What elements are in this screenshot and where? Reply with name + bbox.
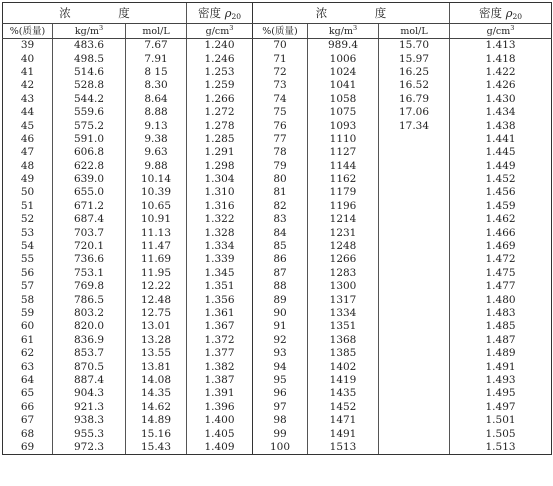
right-cell-moll: 17.34 [379,119,450,132]
left-cell-kgm3: 703.7 [53,226,126,239]
left-cell-kgm3: 559.6 [53,106,126,119]
left-cell-pct: 53 [3,226,53,239]
left-cell-moll: 9.63 [126,146,187,159]
left-cell-kgm3: 853.7 [53,347,126,360]
left-cell-pct: 47 [3,146,53,159]
header-kgm3-left: $kg/m^3$ [53,24,126,39]
right-cell-kgm3: 1452 [308,401,379,414]
left-cell-gcm3: 1.356 [187,293,253,306]
right-cell-gcm3: 1.456 [450,186,552,199]
left-cell-gcm3: 1.328 [187,226,253,239]
right-cell-pct: 92 [253,334,308,347]
table-row [3,200,552,213]
table-row [3,320,552,333]
right-cell-kgm3: 1196 [308,200,379,213]
left-cell-kgm3: 544.2 [53,93,126,106]
right-cell-kgm3: 1402 [308,360,379,373]
left-cell-kgm3: 655.0 [53,186,126,199]
right-cell-pct: 88 [253,280,308,293]
table-row [3,52,552,65]
left-cell-moll: 9.88 [126,160,187,173]
right-cell-moll [379,146,450,159]
right-cell-gcm3: 1.434 [450,106,552,119]
left-cell-pct: 45 [3,119,53,132]
right-cell-kgm3: 1110 [308,133,379,146]
left-cell-kgm3: 938.3 [53,414,126,427]
table-row [3,146,552,159]
header-pct-left: %(质量) [3,24,53,39]
right-cell-gcm3: 1.462 [450,213,552,226]
right-cell-pct: 71 [253,52,308,65]
right-cell-kgm3: 1283 [308,267,379,280]
right-cell-pct: 80 [253,173,308,186]
right-cell-gcm3: 1.469 [450,240,552,253]
left-cell-moll: 13.55 [126,347,187,360]
right-cell-kgm3: 1144 [308,160,379,173]
left-cell-pct: 48 [3,160,53,173]
right-cell-kgm3: 1231 [308,226,379,239]
header-moll-right: mol/L [379,24,450,39]
left-cell-moll: 10.39 [126,186,187,199]
left-cell-gcm3: 1.400 [187,414,253,427]
right-cell-pct: 95 [253,374,308,387]
right-cell-moll [379,240,450,253]
table-row [3,307,552,320]
left-cell-gcm3: 1.361 [187,307,253,320]
left-cell-kgm3: 803.2 [53,307,126,320]
header-gcm3-right: $g/cm^3$ [450,24,552,39]
left-cell-pct: 60 [3,320,53,333]
table-row [3,293,552,306]
right-cell-gcm3: 1.489 [450,347,552,360]
right-cell-moll: 15.70 [379,39,450,53]
right-cell-pct: 83 [253,213,308,226]
left-cell-gcm3: 1.266 [187,93,253,106]
right-cell-kgm3: 1075 [308,106,379,119]
left-cell-kgm3: 904.3 [53,387,126,400]
left-cell-kgm3: 786.5 [53,293,126,306]
right-cell-moll [379,334,450,347]
left-cell-moll: 13.81 [126,360,187,373]
right-cell-kgm3: 1024 [308,66,379,79]
right-cell-pct: 98 [253,414,308,427]
right-cell-gcm3: 1.485 [450,320,552,333]
right-cell-pct: 84 [253,226,308,239]
right-cell-pct: 94 [253,360,308,373]
right-cell-moll [379,213,450,226]
left-cell-gcm3: 1.405 [187,427,253,440]
left-cell-kgm3: 870.5 [53,360,126,373]
left-cell-gcm3: 1.316 [187,200,253,213]
left-cell-gcm3: 1.322 [187,213,253,226]
left-cell-gcm3: 1.304 [187,173,253,186]
left-cell-gcm3: 1.409 [187,441,253,455]
left-cell-moll: 14.08 [126,374,187,387]
table-body [3,39,552,455]
right-cell-gcm3: 1.491 [450,360,552,373]
left-cell-moll: 14.35 [126,387,187,400]
table-row [3,267,552,280]
left-cell-gcm3: 1.391 [187,387,253,400]
right-cell-pct: 89 [253,293,308,306]
right-cell-pct: 81 [253,186,308,199]
left-cell-pct: 66 [3,401,53,414]
table-row [3,374,552,387]
left-cell-gcm3: 1.298 [187,160,253,173]
right-cell-moll [379,253,450,266]
left-cell-gcm3: 1.310 [187,186,253,199]
right-cell-pct: 76 [253,119,308,132]
right-cell-moll [379,441,450,455]
right-cell-moll [379,226,450,239]
right-cell-moll [379,347,450,360]
right-cell-moll: 16.52 [379,79,450,92]
right-cell-pct: 91 [253,320,308,333]
right-cell-moll [379,160,450,173]
density-table [2,2,552,455]
left-cell-gcm3: 1.396 [187,401,253,414]
right-cell-kgm3: 1162 [308,173,379,186]
left-cell-moll: 13.28 [126,334,187,347]
right-cell-pct: 87 [253,267,308,280]
right-cell-pct: 85 [253,240,308,253]
table-row [3,427,552,440]
left-cell-kgm3: 528.8 [53,79,126,92]
right-cell-gcm3: 1.426 [450,79,552,92]
left-cell-moll: 8.64 [126,93,187,106]
table-row [3,93,552,106]
table-row [3,160,552,173]
right-cell-gcm3: 1.445 [450,146,552,159]
table-row [3,401,552,414]
left-cell-moll: 9.38 [126,133,187,146]
right-cell-pct: 86 [253,253,308,266]
left-cell-moll: 7.91 [126,52,187,65]
left-cell-pct: 62 [3,347,53,360]
table-row [3,441,552,455]
left-cell-pct: 43 [3,93,53,106]
right-cell-pct: 70 [253,39,308,53]
left-cell-kgm3: 769.8 [53,280,126,293]
left-cell-gcm3: 1.334 [187,240,253,253]
right-cell-kgm3: 1093 [308,119,379,132]
left-cell-kgm3: 498.5 [53,52,126,65]
left-cell-kgm3: 575.2 [53,119,126,132]
left-cell-pct: 49 [3,173,53,186]
right-cell-moll [379,374,450,387]
left-cell-moll: 12.22 [126,280,187,293]
table-row [3,240,552,253]
left-cell-gcm3: 1.278 [187,119,253,132]
right-cell-kgm3: 1351 [308,320,379,333]
header-moll-left: mol/L [126,24,187,39]
left-cell-kgm3: 671.2 [53,200,126,213]
left-cell-kgm3: 514.6 [53,66,126,79]
right-cell-gcm3: 1.477 [450,280,552,293]
right-cell-moll [379,401,450,414]
left-cell-pct: 58 [3,293,53,306]
left-cell-gcm3: 1.372 [187,334,253,347]
right-cell-moll [379,280,450,293]
left-cell-kgm3: 483.6 [53,39,126,53]
right-cell-moll [379,293,450,306]
table-row [3,347,552,360]
right-cell-pct: 72 [253,66,308,79]
left-cell-gcm3: 1.382 [187,360,253,373]
left-cell-kgm3: 687.4 [53,213,126,226]
left-cell-pct: 65 [3,387,53,400]
right-cell-kgm3: 1368 [308,334,379,347]
table-row [3,414,552,427]
left-cell-moll: 11.69 [126,253,187,266]
right-cell-kgm3: 1435 [308,387,379,400]
right-cell-gcm3: 1.459 [450,200,552,213]
right-cell-pct: 93 [253,347,308,360]
right-cell-kgm3: 1385 [308,347,379,360]
table-row [3,173,552,186]
left-cell-gcm3: 1.246 [187,52,253,65]
table-row [3,186,552,199]
right-cell-gcm3: 1.487 [450,334,552,347]
left-cell-moll: 8 15 [126,66,187,79]
left-cell-pct: 69 [3,441,53,455]
right-cell-pct: 97 [253,401,308,414]
left-cell-moll: 15.43 [126,441,187,455]
left-cell-kgm3: 639.0 [53,173,126,186]
right-cell-pct: 73 [253,79,308,92]
left-cell-gcm3: 1.339 [187,253,253,266]
right-cell-gcm3: 1.497 [450,401,552,414]
left-cell-gcm3: 1.367 [187,320,253,333]
right-cell-gcm3: 1.466 [450,226,552,239]
right-cell-gcm3: 1.472 [450,253,552,266]
left-cell-moll: 14.62 [126,401,187,414]
table-row [3,226,552,239]
table-row [3,119,552,132]
left-cell-pct: 67 [3,414,53,427]
right-cell-kgm3: 1513 [308,441,379,455]
left-cell-kgm3: 753.1 [53,267,126,280]
right-cell-gcm3: 1.418 [450,52,552,65]
right-cell-kgm3: 1248 [308,240,379,253]
right-cell-kgm3: 1419 [308,374,379,387]
left-cell-moll: 15.16 [126,427,187,440]
table-row [3,334,552,347]
right-cell-kgm3: 1041 [308,79,379,92]
left-cell-kgm3: 972.3 [53,441,126,455]
left-cell-moll: 10.65 [126,200,187,213]
right-cell-moll [379,360,450,373]
right-cell-gcm3: 1.501 [450,414,552,427]
right-cell-moll [379,427,450,440]
right-cell-moll [379,320,450,333]
right-cell-kgm3: 989.4 [308,39,379,53]
right-cell-gcm3: 1.413 [450,39,552,53]
left-cell-pct: 56 [3,267,53,280]
right-cell-gcm3: 1.438 [450,119,552,132]
right-cell-kgm3: 1058 [308,93,379,106]
left-cell-kgm3: 820.0 [53,320,126,333]
right-cell-moll [379,387,450,400]
right-cell-gcm3: 1.475 [450,267,552,280]
left-cell-moll: 12.48 [126,293,187,306]
left-cell-pct: 44 [3,106,53,119]
left-cell-moll: 10.91 [126,213,187,226]
left-cell-moll: 9.13 [126,119,187,132]
left-cell-pct: 61 [3,334,53,347]
right-cell-kgm3: 1179 [308,186,379,199]
left-cell-pct: 54 [3,240,53,253]
left-cell-pct: 68 [3,427,53,440]
left-cell-gcm3: 1.377 [187,347,253,360]
right-cell-moll: 15.97 [379,52,450,65]
table-row [3,133,552,146]
left-cell-kgm3: 836.9 [53,334,126,347]
right-cell-kgm3: 1266 [308,253,379,266]
header-kgm3-right: $kg/m^3$ [308,24,379,39]
left-cell-kgm3: 921.3 [53,401,126,414]
left-cell-kgm3: 720.1 [53,240,126,253]
right-cell-gcm3: 1.513 [450,441,552,455]
right-cell-pct: 79 [253,160,308,173]
right-cell-pct: 75 [253,106,308,119]
right-cell-pct: 77 [253,133,308,146]
header-concentration-right: 浓 度 [253,3,450,24]
right-cell-moll [379,133,450,146]
left-cell-kgm3: 955.3 [53,427,126,440]
right-cell-gcm3: 1.441 [450,133,552,146]
table-row [3,66,552,79]
right-cell-gcm3: 1.430 [450,93,552,106]
right-cell-moll: 16.25 [379,66,450,79]
left-cell-pct: 63 [3,360,53,373]
left-cell-gcm3: 1.291 [187,146,253,159]
left-cell-moll: 11.95 [126,267,187,280]
right-cell-kgm3: 1300 [308,280,379,293]
right-cell-gcm3: 1.483 [450,307,552,320]
right-cell-pct: 96 [253,387,308,400]
right-cell-gcm3: 1.480 [450,293,552,306]
left-cell-gcm3: 1.285 [187,133,253,146]
right-cell-pct: 74 [253,93,308,106]
right-cell-kgm3: 1471 [308,414,379,427]
right-cell-pct: 90 [253,307,308,320]
left-cell-pct: 41 [3,66,53,79]
table-row [3,280,552,293]
table-row [3,253,552,266]
right-cell-moll [379,267,450,280]
right-cell-gcm3: 1.495 [450,387,552,400]
right-cell-kgm3: 1491 [308,427,379,440]
right-cell-pct: 99 [253,427,308,440]
right-cell-pct: 78 [253,146,308,159]
right-cell-pct: 82 [253,200,308,213]
table-row [3,213,552,226]
right-cell-gcm3: 1.422 [450,66,552,79]
right-cell-moll [379,186,450,199]
right-cell-moll [379,200,450,213]
right-cell-gcm3: 1.493 [450,374,552,387]
table-header [3,3,552,39]
right-cell-kgm3: 1317 [308,293,379,306]
right-cell-pct: 100 [253,441,308,455]
left-cell-moll: 7.67 [126,39,187,53]
right-cell-kgm3: 1334 [308,307,379,320]
right-cell-moll [379,414,450,427]
left-cell-pct: 52 [3,213,53,226]
left-cell-kgm3: 887.4 [53,374,126,387]
right-cell-kgm3: 1127 [308,146,379,159]
table-row [3,360,552,373]
header-density-left: 密度 $\rho_{20}$ [187,3,253,24]
left-cell-moll: 8.30 [126,79,187,92]
table-row [3,39,552,53]
left-cell-gcm3: 1.351 [187,280,253,293]
left-cell-moll: 13.01 [126,320,187,333]
left-cell-moll: 8.88 [126,106,187,119]
left-cell-pct: 51 [3,200,53,213]
left-cell-kgm3: 736.6 [53,253,126,266]
left-cell-moll: 11.47 [126,240,187,253]
left-cell-gcm3: 1.240 [187,39,253,53]
left-cell-gcm3: 1.259 [187,79,253,92]
header-gcm3-left: $g/cm^3$ [187,24,253,39]
table-row [3,106,552,119]
left-cell-kgm3: 591.0 [53,133,126,146]
table-row [3,79,552,92]
left-cell-pct: 46 [3,133,53,146]
left-cell-moll: 14.89 [126,414,187,427]
left-cell-pct: 64 [3,374,53,387]
left-cell-moll: 10.14 [126,173,187,186]
right-cell-kgm3: 1214 [308,213,379,226]
right-cell-gcm3: 1.449 [450,160,552,173]
left-cell-pct: 42 [3,79,53,92]
right-cell-gcm3: 1.505 [450,427,552,440]
left-cell-moll: 12.75 [126,307,187,320]
left-cell-pct: 57 [3,280,53,293]
header-concentration-left: 浓 度 [3,3,187,24]
table-row [3,387,552,400]
right-cell-moll [379,173,450,186]
left-cell-pct: 39 [3,39,53,53]
left-cell-gcm3: 1.253 [187,66,253,79]
left-cell-kgm3: 606.8 [53,146,126,159]
left-cell-gcm3: 1.345 [187,267,253,280]
right-cell-moll [379,307,450,320]
left-cell-kgm3: 622.8 [53,160,126,173]
left-cell-pct: 40 [3,52,53,65]
header-pct-right: %(质量) [253,24,308,39]
right-cell-moll: 16.79 [379,93,450,106]
header-density-right: 密度 $\rho_{20}$ [450,3,552,24]
left-cell-pct: 59 [3,307,53,320]
density-table-page [2,2,551,484]
left-cell-pct: 55 [3,253,53,266]
left-cell-gcm3: 1.272 [187,106,253,119]
left-cell-moll: 11.13 [126,226,187,239]
right-cell-kgm3: 1006 [308,52,379,65]
left-cell-gcm3: 1.387 [187,374,253,387]
right-cell-moll: 17.06 [379,106,450,119]
right-cell-gcm3: 1.452 [450,173,552,186]
left-cell-pct: 50 [3,186,53,199]
